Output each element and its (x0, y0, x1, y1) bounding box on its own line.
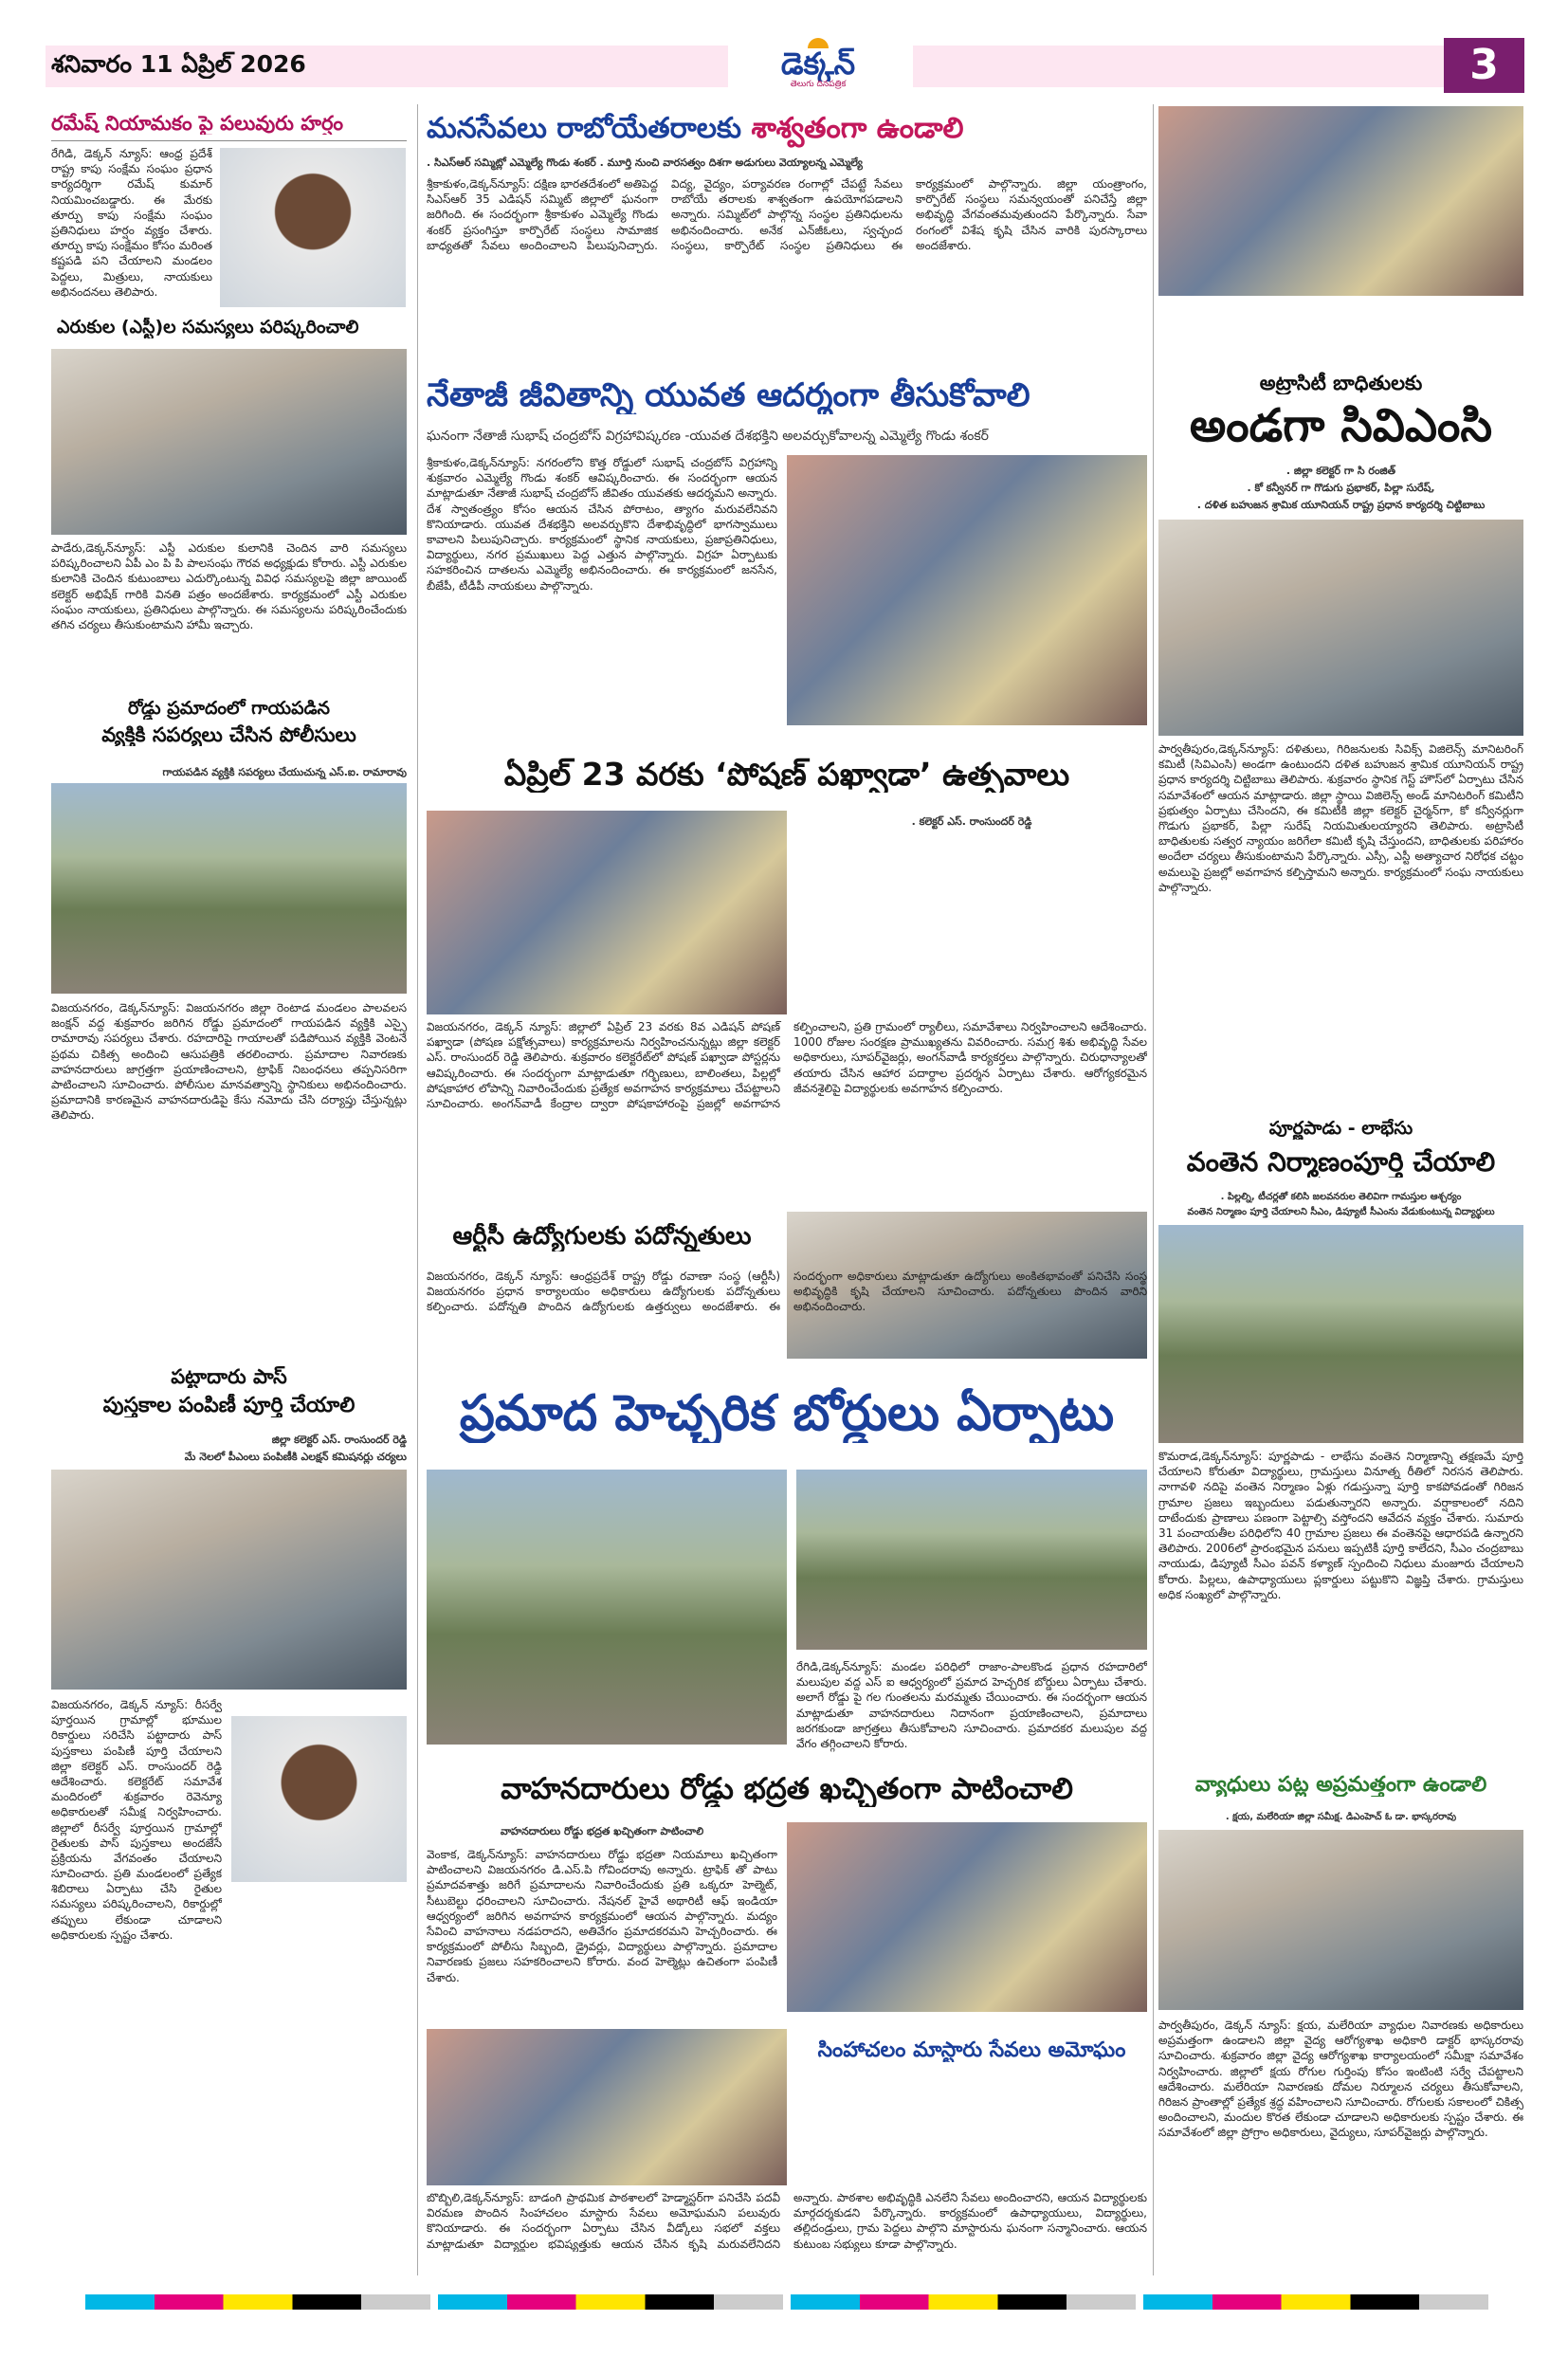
manaseva-credit: . సిఎస్ఆర్ సమ్మిట్లో ఎమ్మెల్యే గొండు శంకర్ . మూర్తి నుంచి వారసత్వం దిశగా అడుగులు వెయ్యాలన్న ఎమ్మెల్యే (427, 156, 863, 169)
atrocity-headline: అండగా సివిఎంసి (1189, 400, 1493, 452)
pattadar-photo (51, 1470, 407, 1690)
masthead-right-band (913, 46, 1444, 87)
netaji-subheadline: ఘనంగా నేతాజీ సుభాష్ చంద్రబోస్ విగ్రహావిష్కరణ -యువత దేశభక్తిని అలవర్చుకోవాలన్న ఎమ్మెల్యే గొండు శంకర్ (427, 429, 989, 444)
divider (51, 140, 407, 141)
column-rule (1153, 104, 1154, 2275)
yerukula-body: పాడేరు,డెక్కన్‌న్యూస్: ఎస్టీ ఎరుకుల కులానికి చెందిన వారి సమస్యలు పరిష్కరించాలని ఏపీ ఎం పి పి పాలసంఘ గౌరవ అధ్యక్షుడు కోరారు. ఎస్టీ ఎరుకుల కులానికి చెందిన కుటుంబాలు ఎదుర్కొంటున్న వివిధ సమస్యలపై జిల్లా జాయింట్ కలెక్టర్ అభిషేక్ గారికి వినతి పత్రం అందజేశారు. కార్యక్రమంలో ఎస్టీ ఎరుకుల సంఘం నాయకులు, ప్రతినిధులు పాల్గొన్నారు. ఈ సమస్యలను పరిష్కరించేందుకు తగిన చర్యలు తీసుకుంటామని హామీ ఇచ్చారు. (51, 541, 407, 631)
warning-boards-headline: ప్రమాద హెచ్చరిక బోర్డులు ఏర్పాటు (459, 1386, 1115, 1442)
netaji-body: శ్రీకాకుళం,డెక్కన్‌న్యూస్: నగరంలోని కొత్త రోడ్డులో సుభాష్ చంద్రబోస్ విగ్రహాన్ని శుక్రవారం ఎమ్మెల్యే గొండు శంకర్ ఆవిష్కరించారు. ఈ సందర్భంగా ఆయన మాట్లాడుతూ నేతాజీ సుభాష్ చంద్రబోస్ జీవితం యువతకు ఆదర్శమని అన్నారు. దేశ స్వాతంత్ర్యం కోసం ఆయన చేసిన పోరాటం, త్యాగం మరువలేనివని కొనియాడారు. యువత దేశభక్తిని అలవర్చుకొని దేశాభివృద్ధిలో భాగస్వాములు కావాలని పిలుపునిచ్చారు. కార్యక్రమంలో స్థానిక నాయకులు, ప్రజాప్రతినిధులు, విద్యార్థులు, నగర ప్రముఖులు పెద్ద ఎత్తున పాల్గొన్నారు. విగ్రహ ఏర్పాటుకు సహకరించిన దాతలను ఎమ్మెల్యే అభినందించారు. ఈ కార్యక్రమంలో జనసేన, బీజేపీ, టీడీపీ నాయకులు పాల్గొన్నారు. (427, 456, 777, 593)
vahana-body: వెంకాక, డెక్కన్‌న్యూస్: వాహనదారులు రోడ్డు భద్రతా నియమాలు ఖచ్చితంగా పాటించాలని విజయనగరం డి.ఎస్.పి గోవిందరావు అన్నారు. ట్రాఫిక్ తో పాటు ప్రమాదవశాత్తు జరిగే ప్రమాదాలను నివారించేందుకు ప్రతి ఒక్కరూ హెల్మెట్, సీటుబెల్టు ధరించాలని సూచించారు. నేషనల్ హైవే అథారిటీ ఆఫ్ ఇండియా ఆధ్వర్యంలో జరిగిన అవగాహన కార్యక్రమంలో ఆయన పాల్గొన్నారు. మద్యం సేవించి వాహనాలు నడపరాదని, అతివేగం ప్రమాదకరమని హెచ్చరించారు. ఈ కార్యక్రమంలో పోలీసు సిబ్బంది, డ్రైవర్లు, విద్యార్థులు పాల్గొన్నారు. ప్రమాదాల నివారణకు ప్రజలు సహకరించాలని కోరారు. వంద హెల్మెట్లు ఉచితంగా పంపిణీ చేశారు. (427, 1848, 777, 1984)
poshan-body: విజయనగరం, డెక్కన్ న్యూస్: జిల్లాలో ఏప్రిల్ 23 వరకు 8వ ఎడిషన్ పోషణ్ పఖ్వాడా (పోషణ పక్షోత్సవాలు) కార్యక్రమాలను నిర్వహించనున్నట్లు జిల్లా కలెక్టర్ ఎస్. రాంసుందర్ రెడ్డి తెలిపారు. శుక్రవారం కలెక్టరేట్‌లో పోషణ్ పఖ్వాడా పోస్టర్లను ఆవిష్కరించారు. ఈ సందర్భంగా మాట్లాడుతూ గర్భిణులు, బాలింతలు, పిల్లల్లో పోషకాహార లోపాన్ని నివారించేందుకు ప్రత్యేక అవగాహన కార్యక్రమాలు చేపట్టాలని సూచించారు. అంగన్‌వాడీ కేంద్రాల ద్వారా పోషకాహారంపై ప్రజల్లో అవగాహన కల్పించాలని, ప్రతి గ్రామంలో ర్యాలీలు, సమావేశాలు నిర్వహించాలని ఆదేశించారు. 1000 రోజుల సంరక్షణ ప్రాముఖ్యతను వివరించారు. సమగ్ర శిశు అభివృద్ధి సేవల అధికారులు, సూపర్‌వైజర్లు, అంగన్‌వాడీ కార్యకర్తలు పాల్గొన్నారు. చిరుధాన్యాలతో తయారు చేసిన ఆహార పదార్థాల ప్రదర్శన ఏర్పాటు చేశారు. ఆరోగ్యకరమైన జీవనశైలిపై విద్యార్థులకు అవగాహన కల్పించారు. (427, 1020, 1147, 1110)
purnapadu-photo (1158, 1225, 1523, 1443)
atrocity-kicker: అట్రాసిటీ బాధితులకు (1259, 372, 1423, 394)
print-color-strip (85, 2294, 1488, 2310)
police-headline-1: రోడ్డు ప్రమాదంలో గాయపడిన (127, 699, 331, 719)
pattadar-body-1: విజయనగరం, డెక్కన్ న్యూస్: రీసర్వే పూర్తయిన గ్రామాల్లో భూముల రికార్డులు సరిచేసి పట్టాదారు పాస్ పుస్తకాలు పంపిణీ పూర్తి చేయాలని జిల్లా కలెక్టర్ ఎస్. రాంసుందర్ రెడ్డి ఆదేశించారు. కలెక్టరేట్ సమావేశ మందిరంలో శుక్రవారం రెవెన్యూ అధికారులతో సమీక్ష నిర్వహించారు. జిల్లాలో రీసర్వే పూర్తయిన గ్రామాల్లో రైతులకు పాస్ పుస్తకాలు అందజేసే ప్రక్రియను వేగవంతం చేయాలని సూచించారు. ప్రతి మండలంలో ప్రత్యేక శిబిరాలు ఏర్పాటు చేసి రైతుల సమస్యలు పరిష్కరించాలని, రికార్డుల్లో తప్పులు లేకుండా చూడాలని అధికారులకు స్పష్టం చేశారు. (51, 1698, 222, 1942)
purnapadu-credit-1: . పిల్లల్ని, టీచర్లతో కలిసి జలవనరుల తెలివిగా గామస్తుల ఆశ్చర్యం (1220, 1192, 1462, 1202)
manaseva-body-cont (1158, 301, 1523, 358)
police-headline-2: వ్యక్తికి సపర్యలు చేసిన పోలీసులు (101, 723, 356, 746)
vyadhulu-body: పార్వతీపురం, డెక్కన్ న్యూస్: క్షయ, మలేరియా వ్యాధుల నివారణకు అధికారులు అప్రమత్తంగా ఉండాలని జిల్లా వైద్య ఆరోగ్యశాఖ అధికారి డాక్టర్ భాస్కరరావు సూచించారు. శుక్రవారం జిల్లా వైద్య ఆరోగ్యశాఖ కార్యాలయంలో సమీక్షా సమావేశం నిర్వహించారు. జిల్లాలో క్షయ రోగుల గుర్తింపు కోసం ఇంటింటి సర్వే చేపట్టాలని ఆదేశించారు. మలేరియా నివారణకు దోమల నిర్మూలన చర్యలు తీసుకోవాలని, గిరిజన ప్రాంతాల్లో ప్రత్యేక శ్రద్ధ వహించాలని సూచించారు. రోగులకు సకాలంలో చికిత్స అందించాలని, మందుల కొరత లేకుండా చూడాలని అధికారులకు స్పష్టం చేశారు. ఈ సమావేశంలో జిల్లా ప్రోగ్రాం అధికారులు, వైద్యులు, సూపర్‌వైజర్లు పాల్గొన్నారు. (1158, 2019, 1523, 2140)
vyadhulu-photo (1158, 1830, 1523, 2010)
pattadar-headline-1: పట్టాదారు పాస్ (171, 1365, 287, 1388)
collector-portrait (231, 1716, 407, 1882)
poshan-headline: ఏప్రిల్ 23 వరకు ‘పోషణ్ పఖ్వాడా’ ఉత్సవాలు (503, 757, 1070, 793)
poshan-credit: . కలెక్టర్ ఎస్. రాంసుందర్ రెడ్డి (911, 815, 1032, 828)
manaseva-headline-part1: మనసేవలు రాబోయేతరాలకు (427, 112, 752, 145)
paper-tagline: తెలుగు దినపత్రిక (790, 79, 847, 89)
purnapadu-body: కొమరాడ,డెక్కన్‌న్యూస్: పూర్ణపాడు - లాభేసు వంతెన నిర్మాణాన్ని తక్షణమే పూర్తి చేయాలని కోరుతూ విద్యార్థులు, గ్రామస్తులు వినూత్న రీతిలో నిరసన తెలిపారు. నాగావళి నదిపై వంతెన నిర్మాణం ఏళ్లు గడుస్తున్నా పూర్తి కాకపోవడంతో గిరిజన గ్రామాల ప్రజలు ఇబ్బందులు పడుతున్నారని అన్నారు. వర్షాకాలంలో నదిని దాటేందుకు ప్రాణాలు పణంగా పెట్టాల్సి వస్తోందని ఆవేదన వ్యక్తం చేశారు. సుమారు 31 పంచాయతీల పరిధిలోని 40 గ్రామాల ప్రజలు ఈ వంతెనపై ఆధారపడి ఉన్నారని తెలిపారు. 2006లో ప్రారంభమైన పనులు ఇప్పటికీ పూర్తి కాలేదని, సీఎం చంద్రబాబు నాయుడు, డిప్యూటీ సీఎం పవన్ కళ్యాణ్ స్పందించి నిధులు మంజూరు చేయాలని కోరారు. పిల్లలు, ఉపాధ్యాయులు ప్లకార్డులు పట్టుకొని విజ్ఞప్తి చేశారు. గ్రామస్తులు అధిక సంఖ్యలో పాల్గొన్నారు. (1158, 1450, 1523, 1601)
warning-boards-photo-1 (427, 1470, 787, 1745)
atrocity-credit-1: . జిల్లా కలెక్టర్ గా సి రంజిత్ (1285, 465, 1396, 477)
atrocity-credit-3: . దళిత బహుజన శ్రామిక యూనియన్ రాష్ట్ర ప్రధాన కార్యదర్శి చిట్టిబాబు (1196, 499, 1486, 511)
atrocity-credit-2: . కో కన్వీనర్ గా గొడుగు ప్రభాకర్, పిల్లా సురేష్, (1247, 482, 1435, 494)
vyadhulu-credit: . క్షయ, మలేరియా జిల్లా సమీక్ష. డిఎంహెచ్ ఓ డా. భాస్కరరావు (1225, 1812, 1457, 1822)
purnapadu-headline: వంతెన నిర్మాణంపూర్తి చేయాలి (1186, 1147, 1496, 1178)
page-number: 3 (1444, 38, 1524, 93)
warning-boards-photo-2 (796, 1470, 1147, 1650)
masthead (46, 38, 1524, 93)
purnapadu-credit-2: వంతెన నిర్మాణం పూర్తి చేయాలని సీఎం, డిప్యూటీ సీఎంను వేడుకుంటున్న విద్యార్థులు (1187, 1207, 1495, 1217)
netaji-headline: నేతాజీ జీవితాన్ని యువత ఆదర్శంగా తీసుకోవాలి (427, 377, 1030, 414)
vahana-credit: వాహనదారులు రోడ్డు భద్రత ఖచ్చితంగా పాటించాలి (500, 1825, 704, 1837)
atrocity-photo (1158, 520, 1523, 736)
police-body: విజయనగరం, డెక్కన్‌న్యూస్: విజయనగరం జిల్లా రెంటాడ మండలం పాలవలస జంక్షన్ వద్ద శుక్రవారం జరిగిన రోడ్డు ప్రమాదంలో గాయపడిన వ్యక్తికి ఎస్సై రామారావు సపర్యలు చేశారు. రహదారిపై గాయాలతో పడిపోయిన వ్యక్తికి వెంటనే ప్రథమ చికిత్స అందించి ఆసుపత్రికి తరలించారు. ప్రమాదాల నివారణకు వాహనదారులు జాగ్రత్తగా ప్రయాణించాలని, ట్రాఫిక్ నిబంధనలు తప్పనిసరిగా పాటించాలని సూచించారు. పోలీసుల మానవత్వాన్ని స్థానికులు అభినందించారు. ప్రమాదానికి కారణమైన వాహనదారుడిపై కేసు నమోదు చేసి దర్యాప్తు చేస్తున్నట్లు తెలిపారు. (51, 1001, 407, 1123)
police-credit: గాయపడిన వ్యక్తికి సపర్యలు చేయుచున్న ఎస్.ఐ. రామారావు (162, 766, 407, 778)
warning-boards-body: రేగిడి,డెక్కన్‌న్యూస్: మండల పరిధిలో రాజాం-పాలకొండ ప్రధాన రహదారిలో మలుపుల వద్ద ఎస్ ఐ ఆధ్వర్యంలో ప్రమాద హెచ్చరిక బోర్డులు ఏర్పాటు చేశారు. అలాగే రోడ్డు పై గల గుంతలను మరమ్మతు చేయించారు. ఈ సందర్భంగా ఆయన మాట్లాడుతూ వాహనదారులు నిదానంగా ప్రయాణించాలని, ప్రమాదాలు జరగకుండా జాగ్రత్తలు తీసుకోవాలని సూచించారు. ప్రమాదకర మలుపుల వద్ద వేగం తగ్గించాలని కోరారు. (796, 1660, 1147, 1750)
rtc-body: విజయనగరం, డెక్కన్ న్యూస్: ఆంధ్రప్రదేశ్ రాష్ట్ర రోడ్డు రవాణా సంస్థ (ఆర్టీసీ) విజయనగరం ప్రధాన కార్యాలయం అధికారులు ఉద్యోగులకు పదోన్నతులు కల్పించారు. పదోన్నతి పొందిన ఉద్యోగులకు ఉత్తర్వులు అందజేశారు. ఈ సందర్భంగా అధికారులు మాట్లాడుతూ ఉద్యోగులు అంకితభావంతో పనిచేసి సంస్థ అభివృద్ధికి కృషి చేయాలని సూచించారు. పదోన్నతులు పొందిన వారిని అభినందించారు. (427, 1270, 1147, 1314)
simhachalam-body: బొబ్బిలి,డెక్కన్‌న్యూస్: బాడంగి ప్రాథమిక పాఠశాలలో హెడ్మాస్టర్‌గా పనిచేసి పదవీ విరమణ పొందిన సింహాచలం మాస్టారు సేవలు అమోఘమని పలువురు కొనియాడారు. ఈ సందర్భంగా ఏర్పాటు చేసిన వీడ్కోలు సభలో వక్తలు మాట్లాడుతూ విద్యార్థుల భవిష్యత్తుకు ఆయన చేసిన కృషి మరువలేనిదని అన్నారు. పాఠశాల అభివృద్ధికి ఎనలేని సేవలు అందించారని, ఆయన విద్యార్థులకు మార్గదర్శకుడని పేర్కొన్నారు. కార్యక్రమంలో ఉపాధ్యాయులు, విద్యార్థులు, తల్లిదండ్రులు, గ్రామ పెద్దలు పాల్గొని మాస్టారును ఘనంగా సన్మానించారు. ఆయన కుటుంబ సభ్యులు కూడా పాల్గొన్నారు. (427, 2191, 1147, 2251)
purnapadu-kicker: పూర్ణపాడు - లాభేసు (1268, 1119, 1413, 1139)
pattadar-credit-1: జిల్లా కలెక్టర్ ఎస్. రాంసుందర్ రెడ్డి (271, 1434, 407, 1446)
rtc-headline: ఆర్టీసీ ఉద్యోగులకు పదోన్నతులు (452, 1223, 752, 1251)
netaji-photo (787, 455, 1147, 725)
paper-logo (742, 38, 894, 93)
yerukula-photo (51, 349, 407, 535)
ramesh-portrait (220, 148, 406, 307)
issue-date: శనివారం 11 ఏప్రిల్ 2026 (51, 51, 306, 78)
paper-name: డెక్కన్ (780, 46, 856, 82)
vyadhulu-headline: వ్యాధులు పట్ల అప్రమత్తంగా ఉండాలి (1194, 1773, 1487, 1797)
simhachalam-headline: సింహాచలం మాస్టారు సేవలు అమోఘం (817, 2038, 1126, 2062)
ramesh-body: రేగిడి, డెక్కన్ న్యూస్: ఆంధ్ర ప్రదేశ్ రాష్ట్ర కాపు సంక్షేమ సంఘం ప్రధాన కార్యదర్శిగా రమేష్ కుమార్ నియమించబడ్డారు. ఈ మేరకు తూర్పు కాపు సంక్షేమ సంఘం ప్రతినిధులు హర్షం వ్యక్తం చేశారు. తూర్పు కాపు సంక్షేమం కోసం మరింత కష్టపడి పని చేయాలని మండలం పెద్దలు, మిత్రులు, నాయకులు అభినందనలు తెలిపారు. (51, 147, 212, 298)
column-rule (417, 104, 418, 2275)
police-photo (51, 783, 407, 994)
pattadar-credit-2: మే నెలలో పీఎంలు పంపిణీకి ఎలక్షన్ కమిషనర్లు చర్యలు (184, 1451, 407, 1463)
pattadar-headline-2: పుస్తకాల పంపిణీ పూర్తి చేయాలి (102, 1394, 356, 1417)
vahana-headline: వాహనదారులు రోడ్డు భద్రత ఖచ్చితంగా పాటించాలి (501, 1773, 1073, 1806)
atrocity-body: పార్వతీపురం,డెక్కన్‌న్యూస్: దళితులు, గిరిజనులకు సివిక్స్ విజిలెన్స్ మానిటరింగ్ కమిటీ (సివిఎంసి) అండగా ఉంటుందని దళిత బహుజన శ్రామిక యూనియన్ రాష్ట్ర ప్రధాన కార్యదర్శి చిట్టిబాబు తెలిపారు. శుక్రవారం స్థానిక గెస్ట్ హౌస్‌లో ఏర్పాటు చేసిన సమావేశంలో ఆయన మాట్లాడారు. జిల్లా స్థాయి విజిలెన్స్ అండ్ మానిటరింగ్ కమిటీని ప్రభుత్వం ఏర్పాటు చేసిందని, ఈ కమిటీకి జిల్లా కలెక్టర్ చైర్మన్‌గా, కో కన్వీనర్లుగా గొడుగు ప్రభాకర్, పిల్లా సురేష్ నియమితులయ్యారని తెలిపారు. అట్రాసిటీ బాధితులకు సత్వర న్యాయం జరిగేలా కమిటీ కృషి చేస్తుందని, బాధితులకు పరిహారం అందేలా చర్యలు తీసుకుంటామని పేర్కొన్నారు. ఎస్సీ, ఎస్టీ అత్యాచార నిరోధక చట్టం అమలుపై ప్రజల్లో అవగాహన కల్పిస్తామని అన్నారు. కార్యక్రమంలో సంఘ నాయకులు పాల్గొన్నారు. (1158, 742, 1523, 894)
vahana-photo (787, 1822, 1147, 2012)
manaseva-headline-part2: శాశ్వతంగా ఉండాలి (751, 112, 964, 145)
yerukula-headline: ఎరుకుల (ఎస్టీ)ల సమస్యలు పరిష్కరించాలి (57, 318, 359, 338)
ramesh-headline: రమేష్ నియామకం పై పలువురు హర్షం (51, 112, 344, 135)
csr-summit-photo (1158, 106, 1523, 296)
manaseva-body: శ్రీకాకుళం,డెక్కన్‌న్యూస్: దక్షిణ భారతదేశంలో అతిపెద్ద సిఎస్ఆర్ 35 ఎడిషన్ సమ్మిట్ జిల్లాలో ఘనంగా జరిగింది. ఈ సందర్భంగా శ్రీకాకుళం ఎమ్మెల్యే గొండు శంకర్ ప్రసంగిస్తూ కార్పొరేట్ సంస్థలు సామాజిక బాధ్యతతో సేవలు అందించాలని పిలుపునిచ్చారు. విద్య, వైద్యం, పర్యావరణ రంగాల్లో చేపట్టే సేవలు రాబోయే తరాలకు శాశ్వతంగా ఉపయోగపడాలని అన్నారు. సమ్మిట్‌లో పాల్గొన్న సంస్థల ప్రతినిధులను అభినందించారు. అనేక ఎన్‌జీఓలు, స్వచ్ఛంద సంస్థలు, కార్పొరేట్ సంస్థల ప్రతినిధులు ఈ కార్యక్రమంలో పాల్గొన్నారు. జిల్లా యంత్రాంగం, కార్పొరేట్ సంస్థలు సమన్వయంతో పనిచేస్తే జిల్లా అభివృద్ధి వేగవంతమవుతుందని పేర్కొన్నారు. సేవా రంగంలో విశేష కృషి చేసిన వారికి పురస్కారాలు అందజేశారు. (427, 177, 1147, 252)
manaseva-headline (427, 112, 1147, 152)
